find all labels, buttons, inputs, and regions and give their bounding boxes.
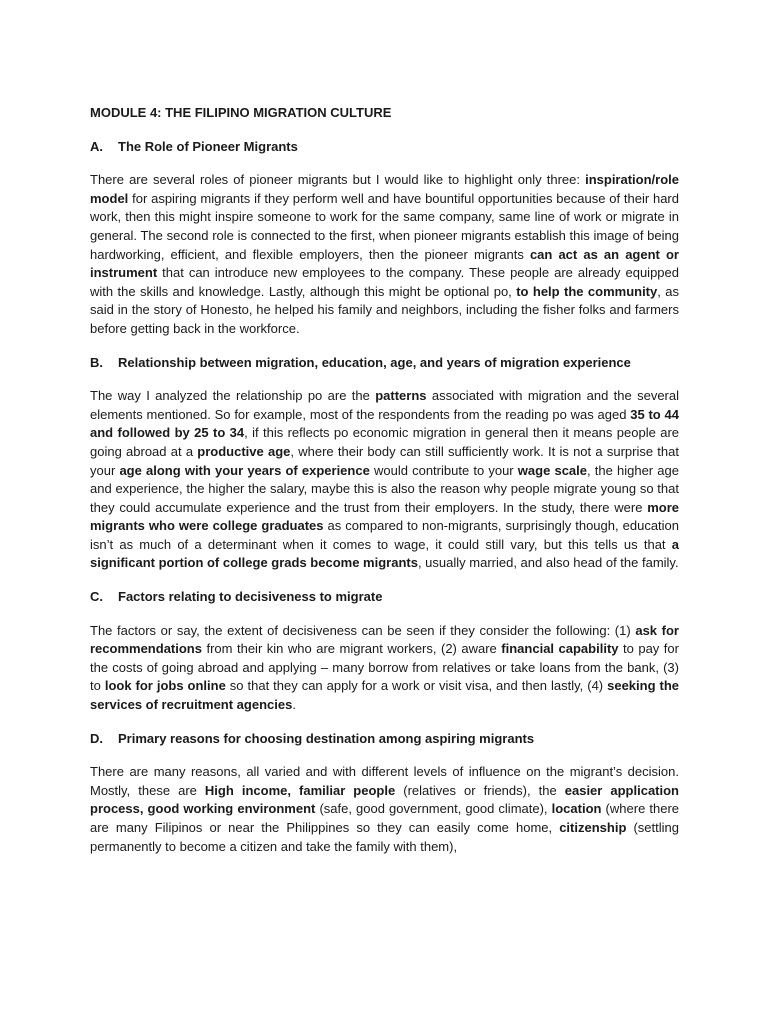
bold-phrase: location bbox=[551, 801, 602, 817]
bold-phrase: wage scale bbox=[517, 462, 587, 478]
text-run: (relatives or friends), the bbox=[395, 782, 565, 798]
bold-phrase: citizenship bbox=[559, 820, 627, 835]
section-heading bbox=[90, 588, 679, 607]
section-paragraph bbox=[90, 622, 679, 715]
bold-phrase: more migrants who were college graduates bbox=[90, 499, 679, 534]
text-run: . bbox=[292, 697, 296, 713]
text-run: (safe, good government, good climate), bbox=[315, 801, 552, 817]
text-run: associated with migration and the several elements mentioned. So for example, most of the respondents from the reading po was aged bbox=[90, 388, 679, 422]
bold-phrase: patterns bbox=[375, 388, 427, 404]
bold-phrase: 35 to 44 and followed by 25 to 34 bbox=[90, 406, 679, 441]
bold-phrase: financial capability bbox=[501, 641, 619, 657]
text-run: The way I analyzed the relationship po are the bbox=[90, 388, 376, 404]
section-paragraph bbox=[90, 171, 679, 338]
bold-phrase: a significant portion of college grads become migrants bbox=[90, 536, 679, 571]
text-run: There are several roles of pioneer migrants but I would like to highlight only three: bbox=[90, 172, 586, 188]
section-letter: C. bbox=[90, 589, 103, 605]
section-letter: A. bbox=[90, 138, 103, 154]
bold-phrase: look for jobs online bbox=[104, 678, 226, 694]
bold-phrase: can act as an agent or instrument bbox=[90, 246, 679, 281]
text-run: to pay for the costs of going abroad and applying – many borrow from relatives or take loans from the bank, (3) to bbox=[90, 641, 679, 694]
section-paragraph bbox=[90, 763, 679, 856]
bold-phrase: High income, familiar people bbox=[204, 782, 396, 798]
section-heading bbox=[90, 138, 679, 157]
text-run: (settling permanently to become a citizen and take the family with them), bbox=[90, 820, 679, 854]
text-run: , if this reflects po economic migration in general then it means people are going abroad at a bbox=[90, 425, 680, 459]
text-run: , where their body can still sufficiently work. It is not a surprise that your bbox=[90, 443, 679, 478]
bold-phrase: easier application process, good working environment bbox=[90, 782, 680, 817]
section-paragraph bbox=[90, 387, 679, 573]
section-heading bbox=[90, 730, 679, 749]
bold-phrase: ask for recommendations bbox=[90, 622, 679, 657]
text-run: as compared to non-migrants, surprisingly though, education isn’t as much of a determinant when it comes to wage, it could still vary, but this tells us that bbox=[90, 518, 680, 552]
text-run: that can introduce new employees to the company. These people are already equipped with the skills and knowledge. Lastly, although this might be optional po, bbox=[90, 265, 679, 299]
section-title: Factors relating to decisiveness to migrate bbox=[118, 589, 383, 605]
bold-phrase: inspiration/role model bbox=[90, 172, 679, 206]
section-letter: B. bbox=[90, 354, 103, 370]
text-run: , usually married, and also head of the family. bbox=[417, 555, 679, 571]
bold-phrase: to help the community bbox=[516, 283, 658, 299]
text-run: , as said in the story of Honesto, he helped his family and neighbors, including the fisher folks and farmers before getting back in the workforce. bbox=[90, 283, 679, 336]
document-title: MODULE 4: THE FILIPINO MIGRATION CULTURE bbox=[90, 105, 392, 120]
bold-phrase: seeking the services of recruitment agencies bbox=[90, 678, 679, 713]
text-run: (where there are many Filipinos or near the Philippines so they can easily come home, bbox=[90, 801, 680, 835]
document-page bbox=[90, 104, 679, 871]
bold-phrase: productive age bbox=[197, 443, 291, 459]
section-title: The Role of Pioneer Migrants bbox=[118, 138, 298, 154]
section-a bbox=[90, 138, 679, 339]
section-letter: D. bbox=[90, 730, 103, 746]
text-run: There are many reasons, all varied and with different levels of influence on the migrant’s decision. Mostly, these are bbox=[90, 764, 679, 798]
section-title: Primary reasons for choosing destination among aspiring migrants bbox=[118, 730, 535, 746]
bold-phrase: age along with your years of experience bbox=[119, 462, 370, 478]
text-run: , the higher age and experience, the higher the salary, maybe this is also the reason why people migrate young so that they could accumulate experience and the trust from their employers. In the study, there were bbox=[90, 462, 679, 515]
text-run: The factors or say, the extent of decisiveness can be seen if they consider the following: (1) bbox=[90, 622, 636, 638]
section-d bbox=[90, 730, 679, 857]
section-title: Relationship between migration, education, age, and years of migration experience bbox=[118, 354, 631, 370]
text-run: would contribute to your bbox=[369, 462, 518, 478]
text-run: from their kin who are migrant workers, (2) aware bbox=[201, 641, 502, 657]
section-b bbox=[90, 354, 679, 574]
text-run: so that they can apply for a work or visit visa, and then lastly, (4) bbox=[225, 678, 608, 694]
section-heading bbox=[90, 354, 679, 373]
section-c bbox=[90, 588, 679, 715]
text-run: for aspiring migrants if they perform well and have bountiful opportunities because of their hard work, then this might inspire someone to work for the same company, same line of work or migrate in general. The second role is connected to the first, when pioneer migrants establish this image of being hardworking, efficient, and flexible employers, then the pioneer migrants bbox=[90, 190, 679, 262]
